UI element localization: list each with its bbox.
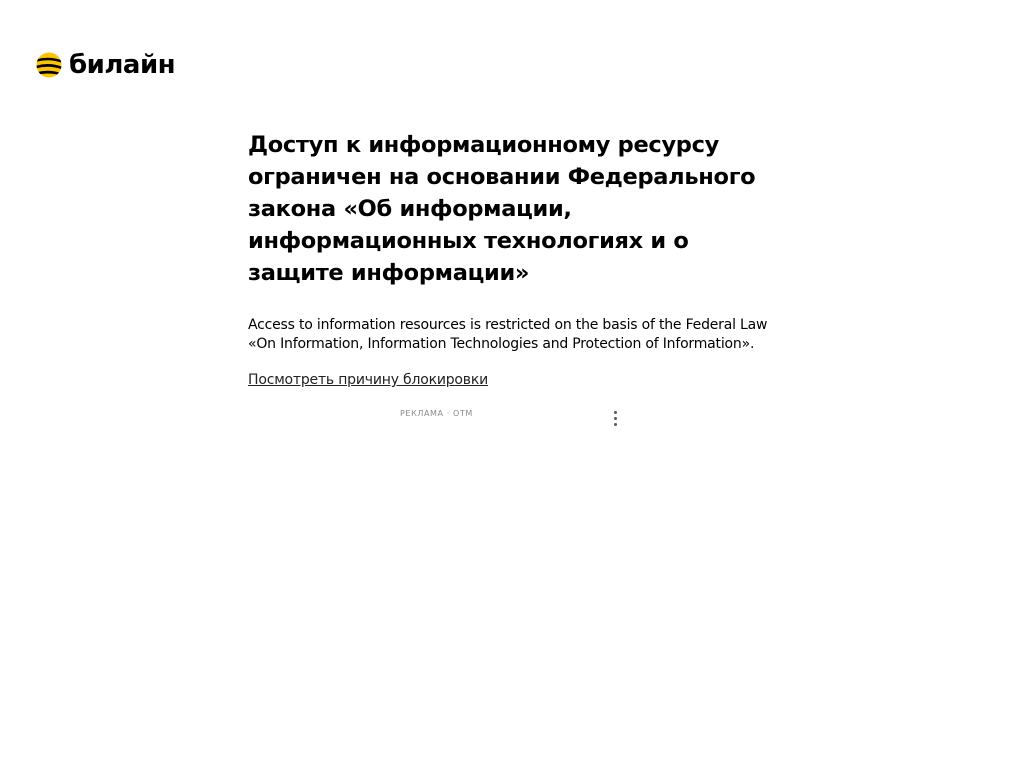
ad-container [248,406,628,434]
page-subtitle: Access to information resources is restricted on the basis of the Federal Law «On Information, Information Technologies and Protection of Information». [248,317,768,352]
page-title: Доступ к информационному ресурсу ограничен на основании Федерального закона «Об информации, информационных технологиях и о защите информации» [248,132,756,286]
block-reason-link[interactable]: Посмотреть причину блокировки [248,372,488,388]
menu-dot [614,411,617,414]
menu-dot [614,423,617,426]
main-content [248,129,788,354]
logo-text: билайн [69,50,176,80]
beeline-logo-icon [36,52,62,78]
menu-dot [614,417,617,420]
ad-label: РЕКЛАМА · OTM [400,409,473,418]
beeline-logo[interactable] [36,51,175,79]
more-vertical-icon[interactable] [609,411,621,429]
